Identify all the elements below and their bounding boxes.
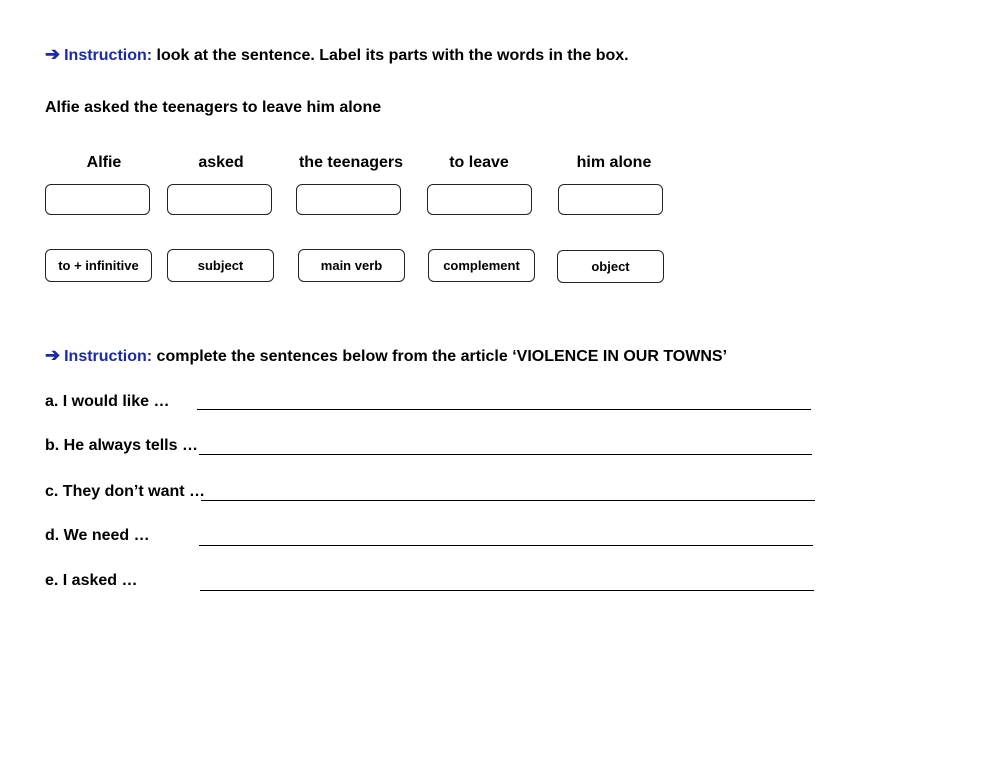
label-chip-subject[interactable]: subject: [167, 249, 274, 282]
part-him-alone: him alone: [576, 154, 652, 171]
drop-box-the-teenagers[interactable]: [296, 184, 401, 215]
label-chip-main-verb[interactable]: main verb: [298, 249, 405, 282]
arrow-right-icon: ➔: [45, 44, 61, 64]
label-chip-complement[interactable]: complement: [428, 249, 535, 282]
drop-box-him-alone[interactable]: [558, 184, 663, 215]
instruction-text: look at the sentence. Label its parts with the words in the box.: [152, 47, 629, 64]
label-chip-object[interactable]: object: [557, 250, 664, 283]
part-the-teenagers: the teenagers: [298, 154, 404, 171]
drop-box-to-leave[interactable]: [427, 184, 532, 215]
part-alfie: Alfie: [86, 154, 122, 171]
question-e-prompt: e. I asked …: [45, 572, 138, 589]
question-d-prompt: d. We need …: [45, 527, 150, 544]
question-b-prompt: b. He always tells …: [45, 437, 198, 454]
question-c-prompt: c. They don’t want …: [45, 483, 206, 500]
question-b-answer-line[interactable]: [199, 438, 812, 455]
instruction-1: [45, 44, 629, 65]
part-to-leave: to leave: [449, 154, 509, 171]
part-asked: asked: [198, 154, 244, 171]
label-chip-to-infinitive[interactable]: to + infinitive: [45, 249, 152, 282]
arrow-right-icon: ➔: [45, 345, 61, 365]
drop-box-alfie[interactable]: [45, 184, 150, 215]
drop-box-asked[interactable]: [167, 184, 272, 215]
question-a-prompt: a. I would like …: [45, 393, 170, 410]
instruction-label: Instruction:: [64, 348, 153, 365]
question-e-answer-line[interactable]: [200, 574, 814, 591]
instruction-label: Instruction:: [64, 47, 153, 64]
instruction-text: complete the sentences below from the article ‘VIOLENCE IN OUR TOWNS’: [152, 348, 728, 365]
question-a-answer-line[interactable]: [197, 393, 811, 410]
example-sentence: Alfie asked the teenagers to leave him alone: [45, 99, 382, 116]
question-c-answer-line[interactable]: [201, 484, 815, 501]
question-d-answer-line[interactable]: [199, 529, 813, 546]
instruction-2: [45, 345, 727, 366]
